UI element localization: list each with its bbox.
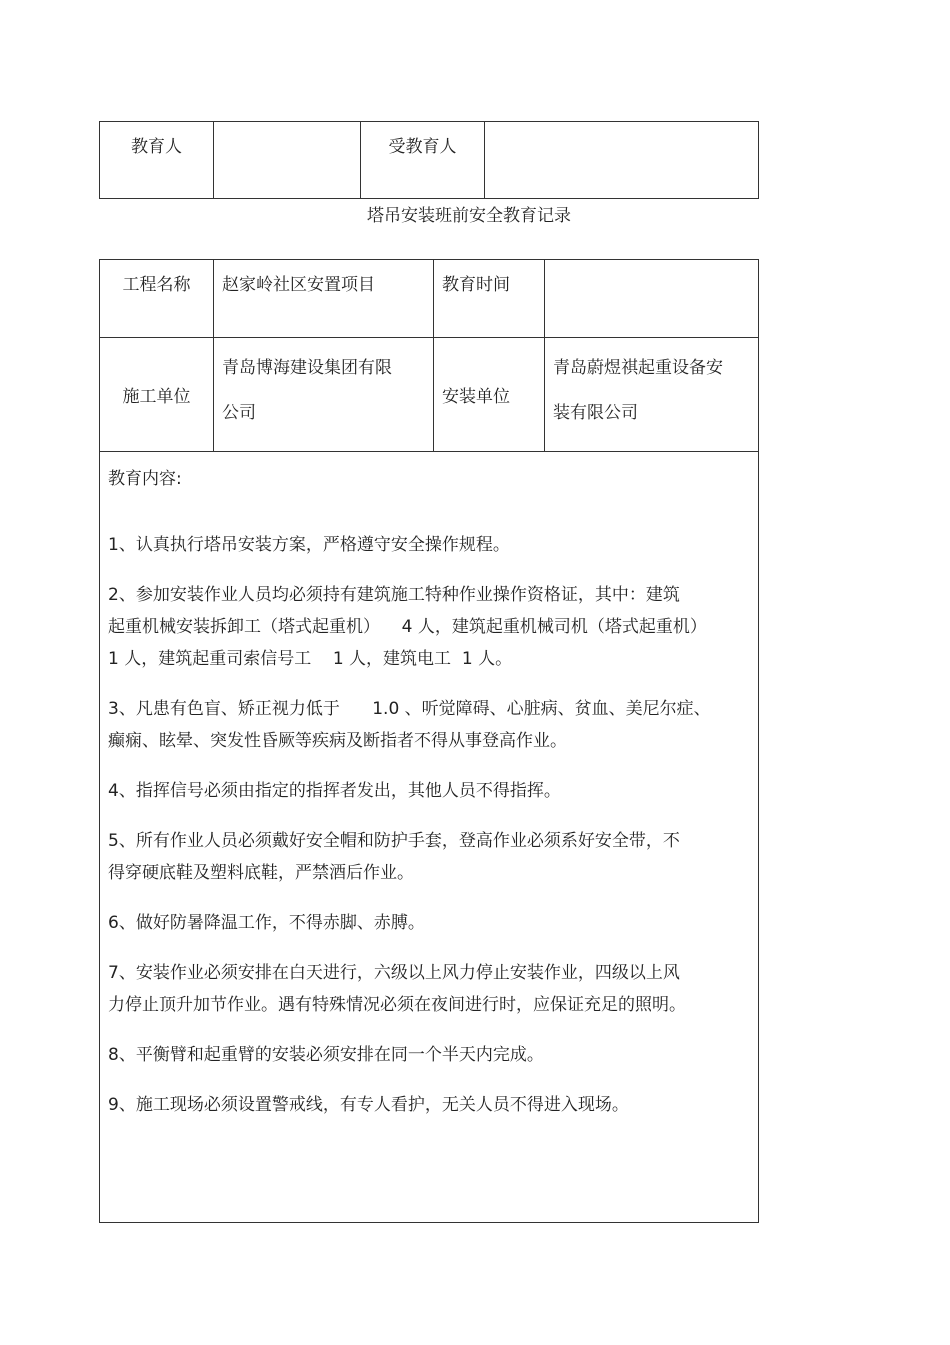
- record-table: [99, 259, 759, 1223]
- installer-value: [545, 338, 759, 452]
- trainee-label: 受教育人: [361, 122, 485, 199]
- trainee-value[interactable]: [485, 122, 759, 199]
- content-item-9: 9、施工现场必须设置警戒线，有专人看护，无关人员不得进入现场。: [108, 1095, 629, 1115]
- installer-label: 安装单位: [434, 338, 545, 452]
- content-item-7: 7、安装作业必须安排在白天进行，六级以上风力停止安装作业，四级以上风 力停止顶升加节作业。遇有特殊情况必须在夜间进行时，应保证充足的照明。: [108, 963, 686, 1015]
- content-heading: 教育内容:: [108, 469, 182, 489]
- installer-value-line2: 装有限公司: [553, 403, 638, 423]
- installer-value-line1: 青岛蔚煜祺起重设备安: [553, 358, 723, 378]
- signature-table: [99, 121, 759, 199]
- project-label: 工程名称: [100, 260, 214, 338]
- project-value: 赵家岭社区安置项目: [214, 260, 434, 338]
- builder-value-line2: 公司: [222, 403, 256, 423]
- content-item-4: 4、指挥信号必须由指定的指挥者发出，其他人员不得指挥。: [108, 781, 561, 801]
- content-item-3: 3、凡患有色盲、矫正视力低于 1.0 、听觉障碍、心脏病、贫血、美尼尔症、 癫痫、眩晕、突发性昏厥等疾病及断指者不得从事登高作业。: [108, 699, 711, 751]
- time-value[interactable]: [545, 260, 759, 338]
- content-item-2: 2、参加安装作业人员均必须持有建筑施工特种作业操作资格证，其中：建筑 起重机械安装拆卸工（塔式起重机） 4 人，建筑起重机械司机（塔式起重机） 1 人，建筑起重司索信号工 1 人，建筑电工 1 人。: [108, 585, 707, 669]
- content-item-1: 1、认真执行塔吊安装方案，严格遵守安全操作规程。: [108, 535, 510, 555]
- content-item-8: 8、平衡臂和起重臂的安装必须安排在同一个半天内完成。: [108, 1045, 544, 1065]
- education-content: [100, 452, 759, 1223]
- builder-label: 施工单位: [100, 338, 214, 452]
- time-label: 教育时间: [434, 260, 545, 338]
- content-item-5: 5、所有作业人员必须戴好安全帽和防护手套，登高作业必须系好安全带，不 得穿硬底鞋及塑料底鞋，严禁酒后作业。: [108, 831, 680, 883]
- document-title: 塔吊安装班前安全教育记录: [367, 206, 571, 226]
- content-item-6: 6、做好防暑降温工作，不得赤脚、赤膊。: [108, 913, 425, 933]
- builder-value-line1: 青岛博海建设集团有限: [222, 358, 392, 378]
- educator-value[interactable]: [214, 122, 361, 199]
- educator-label: 教育人: [100, 122, 214, 199]
- builder-value: [214, 338, 434, 452]
